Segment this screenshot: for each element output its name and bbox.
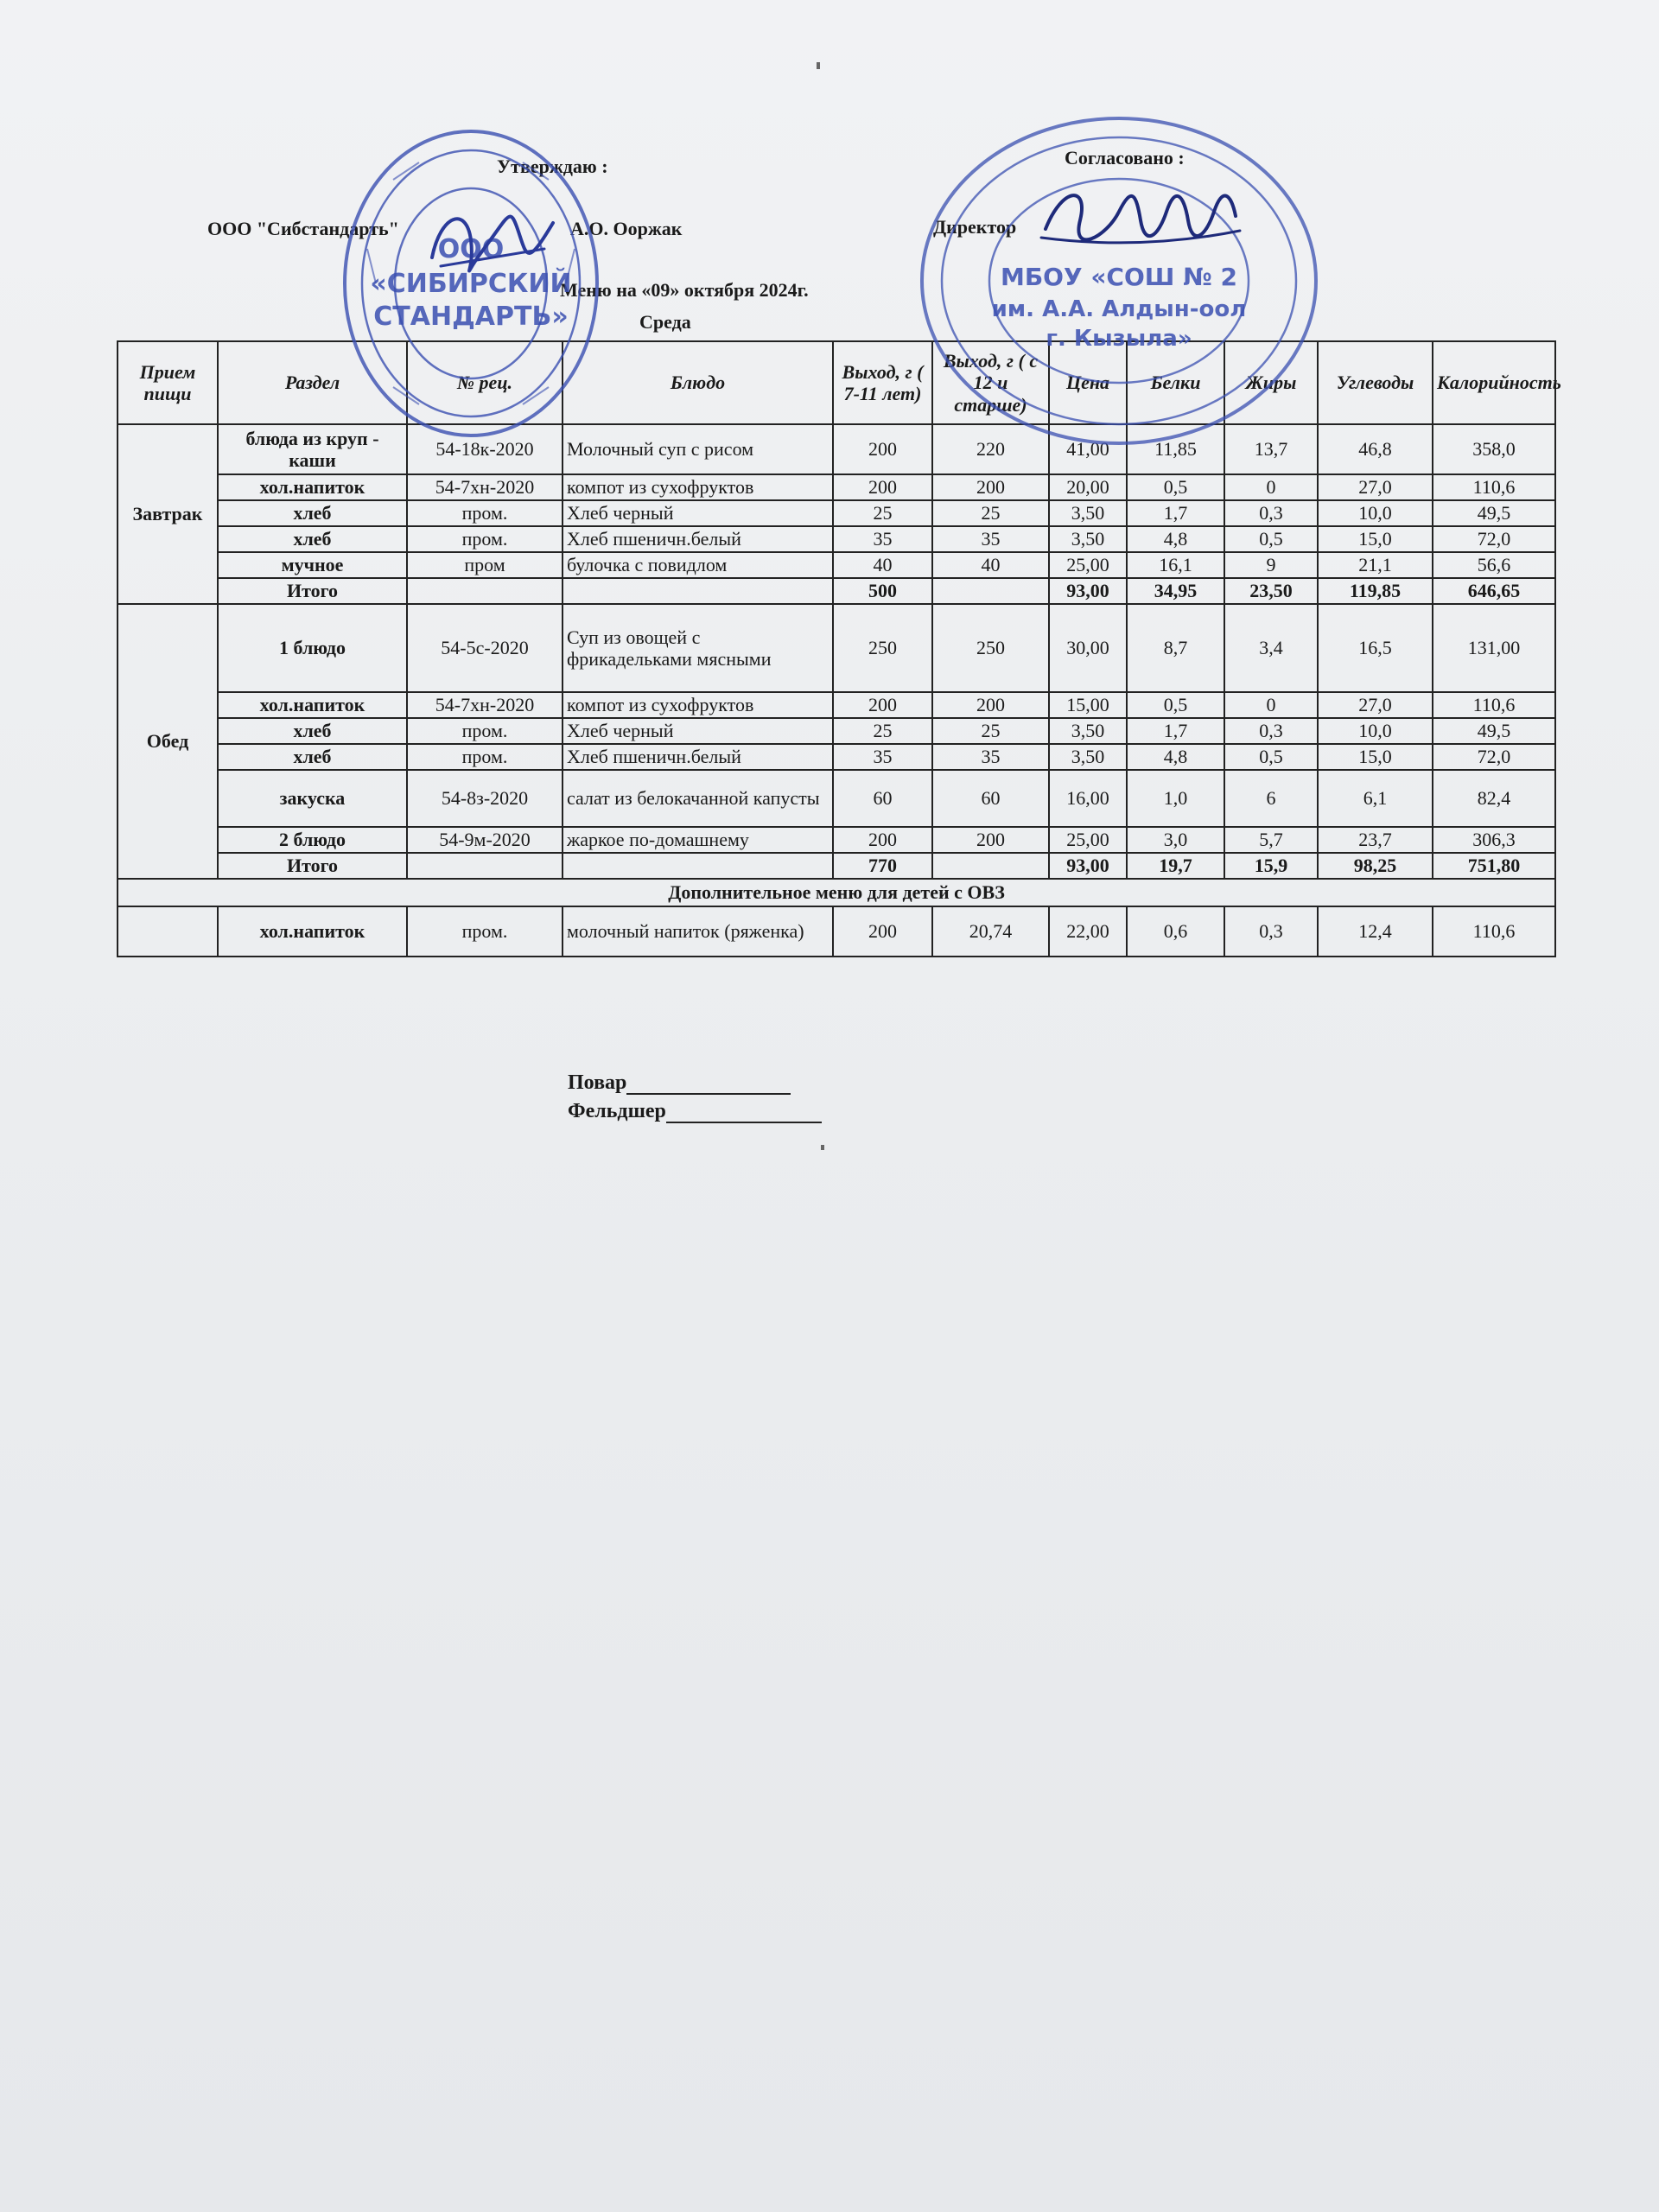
total-cell-col-6: 93,00 bbox=[1049, 578, 1127, 604]
cell-col-9: 15,0 bbox=[1318, 744, 1433, 770]
meal-label: Обед bbox=[118, 604, 218, 879]
col-header-section: Раздел bbox=[218, 341, 407, 424]
cell-col-9: 27,0 bbox=[1318, 474, 1433, 500]
total-cell-col-4: 770 bbox=[833, 853, 932, 879]
agree-title: Согласовано : bbox=[1065, 147, 1185, 168]
cell-col-9: 27,0 bbox=[1318, 692, 1433, 718]
cell-col-3: пром. bbox=[407, 906, 563, 957]
cell-col-4: 35 bbox=[833, 526, 932, 552]
total-cell-col-1: Итого bbox=[218, 578, 407, 604]
cell-col-7: 0,5 bbox=[1127, 692, 1224, 718]
cell-col-8: 13,7 bbox=[1224, 424, 1318, 474]
cell-col-5: 200 bbox=[932, 692, 1049, 718]
col-header-calories: Калорийность bbox=[1433, 341, 1555, 424]
cell-col-5: 25 bbox=[932, 718, 1049, 744]
cell-col-3: компот из сухофруктов bbox=[563, 474, 833, 500]
cell-col-2: пром bbox=[407, 552, 563, 578]
cell-col-8: 0,3 bbox=[1224, 718, 1318, 744]
organization-name: ООО "Сибстандарть" bbox=[207, 218, 399, 239]
cell-col-2: пром. bbox=[407, 500, 563, 526]
total-cell-col-3 bbox=[563, 853, 833, 879]
total-cell-col-3 bbox=[563, 578, 833, 604]
cell-col-1 bbox=[118, 906, 218, 957]
table-row bbox=[118, 770, 1555, 827]
cell-col-7: 1,7 bbox=[1127, 718, 1224, 744]
paper-mark bbox=[821, 1145, 824, 1150]
cell-col-6: 16,00 bbox=[1049, 770, 1127, 827]
cell-col-3: салат из белокачанной капусты bbox=[563, 770, 833, 827]
cell-col-3: булочка с повидлом bbox=[563, 552, 833, 578]
cell-col-9: 46,8 bbox=[1318, 424, 1433, 474]
cell-col-8: 0 bbox=[1224, 474, 1318, 500]
table-row bbox=[118, 500, 1555, 526]
cell-col-1: блюда из круп - каши bbox=[218, 424, 407, 474]
table-row bbox=[118, 552, 1555, 578]
cell-col-8: 0,5 bbox=[1224, 744, 1318, 770]
total-cell-col-5 bbox=[932, 578, 1049, 604]
cell-col-9: 23,7 bbox=[1318, 827, 1433, 853]
col-header-yield-young: Выход, г ( 7-11 лет) bbox=[833, 341, 932, 424]
cell-col-8: 5,7 bbox=[1224, 827, 1318, 853]
cell-col-9: 0,3 bbox=[1224, 906, 1318, 957]
cell-col-6: 20,00 bbox=[1049, 474, 1127, 500]
cell-col-10: 110,6 bbox=[1433, 474, 1555, 500]
total-cell-col-4: 500 bbox=[833, 578, 932, 604]
cell-col-3: Молочный суп с рисом bbox=[563, 424, 833, 474]
cell-col-1: хол.напиток bbox=[218, 474, 407, 500]
cell-col-6: 25,00 bbox=[1049, 827, 1127, 853]
table-row bbox=[118, 744, 1555, 770]
cell-col-5: 200 bbox=[932, 827, 1049, 853]
cell-col-9: 21,1 bbox=[1318, 552, 1433, 578]
cell-col-6: 3,50 bbox=[1049, 718, 1127, 744]
approver-signature bbox=[423, 197, 562, 292]
cell-col-11: 110,6 bbox=[1433, 906, 1555, 957]
cell-col-2: 54-18к-2020 bbox=[407, 424, 563, 474]
cell-col-5: 220 bbox=[932, 424, 1049, 474]
cell-col-3: Хлеб черный bbox=[563, 718, 833, 744]
cell-col-5: 250 bbox=[932, 604, 1049, 692]
cell-col-1: хлеб bbox=[218, 718, 407, 744]
cell-col-4: 60 bbox=[833, 770, 932, 827]
cell-col-10: 72,0 bbox=[1433, 744, 1555, 770]
total-row bbox=[118, 853, 1555, 879]
cell-col-9: 15,0 bbox=[1318, 526, 1433, 552]
cell-col-5: 200 bbox=[833, 906, 932, 957]
cell-col-6: 3,50 bbox=[1049, 500, 1127, 526]
table-row bbox=[118, 692, 1555, 718]
cell-col-1: хлеб bbox=[218, 526, 407, 552]
cell-col-6: 15,00 bbox=[1049, 692, 1127, 718]
cell-col-6: 3,50 bbox=[1049, 744, 1127, 770]
lunch-section bbox=[118, 604, 1555, 879]
cell-col-7: 4,8 bbox=[1127, 744, 1224, 770]
stamp-left-line-2: «СИБИРСКИЙ bbox=[370, 269, 572, 299]
col-header-price: Цена bbox=[1049, 341, 1127, 424]
cell-col-10: 56,6 bbox=[1433, 552, 1555, 578]
cell-col-5: 60 bbox=[932, 770, 1049, 827]
cell-col-3: Хлеб пшеничн.белый bbox=[563, 744, 833, 770]
cell-col-5: 40 bbox=[932, 552, 1049, 578]
cell-col-1: мучное bbox=[218, 552, 407, 578]
cell-col-8: 0,5 bbox=[1224, 526, 1318, 552]
cell-col-5: 35 bbox=[932, 526, 1049, 552]
col-header-meal: Прием пищи bbox=[118, 341, 218, 424]
cell-col-3: жаркое по-домашнему bbox=[563, 827, 833, 853]
stamp-left-line-3: СТАНДАРТЬ» bbox=[373, 302, 569, 332]
table-row bbox=[118, 827, 1555, 853]
col-header-dish: Блюдо bbox=[563, 341, 833, 424]
cell-col-10: 82,4 bbox=[1433, 770, 1555, 827]
cook-line bbox=[626, 1093, 791, 1095]
col-header-carbs: Углеводы bbox=[1318, 341, 1433, 424]
cell-col-3: Хлеб пшеничн.белый bbox=[563, 526, 833, 552]
cell-col-2: 54-5с-2020 bbox=[407, 604, 563, 692]
cell-col-7: 1,0 bbox=[1127, 770, 1224, 827]
col-header-protein: Белки bbox=[1127, 341, 1224, 424]
total-cell-col-9: 119,85 bbox=[1318, 578, 1433, 604]
cell-col-8: 3,4 bbox=[1224, 604, 1318, 692]
cell-col-6: 30,00 bbox=[1049, 604, 1127, 692]
cell-col-1: 1 блюдо bbox=[218, 604, 407, 692]
cell-col-7: 1,7 bbox=[1127, 500, 1224, 526]
signature-block bbox=[568, 1071, 822, 1128]
cell-col-4: 200 bbox=[833, 827, 932, 853]
total-cell-col-2 bbox=[407, 578, 563, 604]
table-header-row bbox=[118, 341, 1555, 424]
cell-col-10: 49,5 bbox=[1433, 500, 1555, 526]
cell-col-10: 306,3 bbox=[1433, 827, 1555, 853]
paramedic-signature-line bbox=[568, 1100, 822, 1123]
table-row bbox=[118, 474, 1555, 500]
extra-title-row bbox=[118, 879, 1555, 906]
cell-col-10: 110,6 bbox=[1433, 692, 1555, 718]
cook-label: Повар bbox=[568, 1071, 627, 1094]
stamp-right-line-2: им. А.А. Алдын-оол bbox=[991, 296, 1247, 322]
paramedic-label: Фельдшер bbox=[568, 1100, 666, 1122]
director-signature bbox=[1037, 177, 1244, 255]
cell-col-10: 131,00 bbox=[1433, 604, 1555, 692]
cell-col-7: 8,7 bbox=[1127, 604, 1224, 692]
cell-col-2: 54-8з-2020 bbox=[407, 770, 563, 827]
table-row bbox=[118, 526, 1555, 552]
cell-col-4: 25 bbox=[833, 718, 932, 744]
cell-col-7: 11,85 bbox=[1127, 424, 1224, 474]
cell-col-8: 0 bbox=[1224, 692, 1318, 718]
stamp-right-line-1: МБОУ «СОШ № 2 bbox=[1000, 263, 1238, 291]
cell-col-4: 35 bbox=[833, 744, 932, 770]
cell-col-2: 54-9м-2020 bbox=[407, 827, 563, 853]
paper-mark bbox=[817, 62, 820, 69]
weekday-title: Среда bbox=[639, 311, 691, 333]
paramedic-line bbox=[666, 1122, 822, 1123]
cell-col-6: 25,00 bbox=[1049, 552, 1127, 578]
cell-col-9: 10,0 bbox=[1318, 500, 1433, 526]
approver-name: А.О. Ооржак bbox=[570, 218, 683, 239]
cell-col-3: Суп из овощей с фрикадельками мясными bbox=[563, 604, 833, 692]
menu-date-title: Меню на «09» октября 2024г. bbox=[560, 279, 809, 301]
cell-col-9: 6,1 bbox=[1318, 770, 1433, 827]
total-cell-col-8: 23,50 bbox=[1224, 578, 1318, 604]
cell-col-5: 25 bbox=[932, 500, 1049, 526]
approve-title: Утверждаю : bbox=[497, 156, 608, 177]
menu-table bbox=[117, 340, 1561, 957]
cell-col-10: 12,4 bbox=[1318, 906, 1433, 957]
cell-col-8: 0,6 bbox=[1127, 906, 1224, 957]
cell-col-3: Хлеб черный bbox=[563, 500, 833, 526]
col-header-fat: Жиры bbox=[1224, 341, 1318, 424]
cell-col-1: закуска bbox=[218, 770, 407, 827]
total-row bbox=[118, 578, 1555, 604]
total-cell-col-7: 34,95 bbox=[1127, 578, 1224, 604]
cell-col-10: 49,5 bbox=[1433, 718, 1555, 744]
cell-col-5: 35 bbox=[932, 744, 1049, 770]
cell-col-1: хлеб bbox=[218, 744, 407, 770]
table-row bbox=[118, 718, 1555, 744]
cell-col-6: 41,00 bbox=[1049, 424, 1127, 474]
extra-menu-title: Дополнительное меню для детей с ОВЗ bbox=[118, 879, 1555, 906]
cell-col-1: хлеб bbox=[218, 500, 407, 526]
total-cell-col-5 bbox=[932, 853, 1049, 879]
cell-col-7: 3,0 bbox=[1127, 827, 1224, 853]
cell-col-4: 200 bbox=[833, 424, 932, 474]
breakfast-section bbox=[118, 424, 1555, 604]
cell-col-9: 16,5 bbox=[1318, 604, 1433, 692]
col-header-yield-older: Выход, г ( с 12 и старше) bbox=[932, 341, 1049, 424]
cell-col-1: хол.напиток bbox=[218, 692, 407, 718]
cell-col-4: молочный напиток (ряженка) bbox=[563, 906, 833, 957]
cell-col-2: 54-7хн-2020 bbox=[407, 692, 563, 718]
total-cell-col-7: 19,7 bbox=[1127, 853, 1224, 879]
extra-rows bbox=[118, 906, 1555, 957]
cell-col-4: 200 bbox=[833, 692, 932, 718]
table-row bbox=[118, 604, 1555, 692]
extra-section bbox=[118, 879, 1555, 906]
cell-col-7: 4,8 bbox=[1127, 526, 1224, 552]
table-row bbox=[118, 424, 1555, 474]
cell-col-10: 358,0 bbox=[1433, 424, 1555, 474]
stamp-left-line-1: ООО bbox=[437, 234, 505, 264]
total-cell-col-8: 15,9 bbox=[1224, 853, 1318, 879]
cell-col-2: хол.напиток bbox=[218, 906, 407, 957]
cell-col-4: 250 bbox=[833, 604, 932, 692]
cell-col-8: 6 bbox=[1224, 770, 1318, 827]
cell-col-8: 0,3 bbox=[1224, 500, 1318, 526]
total-cell-col-9: 98,25 bbox=[1318, 853, 1433, 879]
cell-col-7: 22,00 bbox=[1049, 906, 1127, 957]
meal-label: Завтрак bbox=[118, 424, 218, 604]
director-label: Директор bbox=[933, 216, 1017, 238]
total-cell-col-1: Итого bbox=[218, 853, 407, 879]
stamp-right-line-3: г. Кызыла» bbox=[1046, 326, 1192, 352]
cell-col-6: 20,74 bbox=[932, 906, 1049, 957]
cell-col-2: пром. bbox=[407, 744, 563, 770]
col-header-recipe: № рец. bbox=[407, 341, 563, 424]
total-cell-col-10: 646,65 bbox=[1433, 578, 1555, 604]
cell-col-7: 0,5 bbox=[1127, 474, 1224, 500]
cell-col-4: 200 bbox=[833, 474, 932, 500]
cell-col-3: компот из сухофруктов bbox=[563, 692, 833, 718]
total-cell-col-2 bbox=[407, 853, 563, 879]
cell-col-8: 9 bbox=[1224, 552, 1318, 578]
cell-col-6: 3,50 bbox=[1049, 526, 1127, 552]
total-cell-col-6: 93,00 bbox=[1049, 853, 1127, 879]
cell-col-10: 72,0 bbox=[1433, 526, 1555, 552]
cell-col-5: 200 bbox=[932, 474, 1049, 500]
cell-col-2: 54-7хн-2020 bbox=[407, 474, 563, 500]
cook-signature-line bbox=[568, 1071, 822, 1095]
cell-col-9: 10,0 bbox=[1318, 718, 1433, 744]
cell-col-2: пром. bbox=[407, 526, 563, 552]
cell-col-4: 25 bbox=[833, 500, 932, 526]
table-row bbox=[118, 906, 1555, 957]
cell-col-1: 2 блюдо bbox=[218, 827, 407, 853]
cell-col-7: 16,1 bbox=[1127, 552, 1224, 578]
school-stamp bbox=[916, 112, 1322, 449]
cell-col-4: 40 bbox=[833, 552, 932, 578]
total-cell-col-10: 751,80 bbox=[1433, 853, 1555, 879]
cell-col-2: пром. bbox=[407, 718, 563, 744]
